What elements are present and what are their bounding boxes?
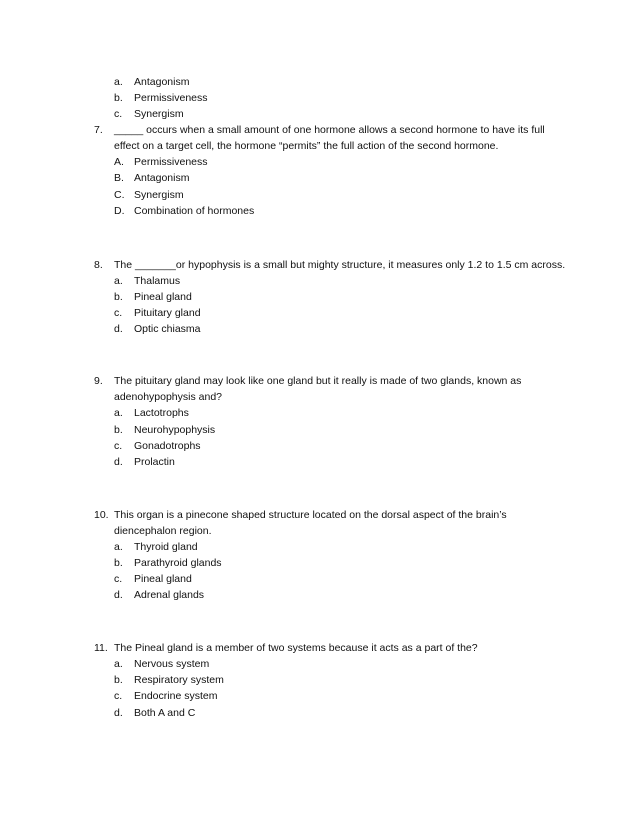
question-number: 9. [94, 375, 103, 387]
question-text-line: _____ occurs when a small amount of one hormone allows a second hormone to have its full [114, 124, 545, 136]
question-text-line: The pituitary gland may look like one gland but it really is made of two glands, known as [114, 375, 522, 387]
question-text-line: diencephalon region. [114, 525, 212, 537]
question-text-line: This organ is a pinecone shaped structure located on the dorsal aspect of the brain’s [114, 509, 507, 521]
question-text-line: adenohypophysis and? [114, 391, 223, 403]
question-text-line: The _______or hypophysis is a small but mighty structure, it measures only 1.2 to 1.5 cm across. [114, 259, 566, 271]
question-text-line: effect on a target cell, the hormone “permits” the full action of the second hormone. [114, 140, 499, 152]
question-number: 8. [94, 259, 103, 271]
question-number: 7. [94, 124, 103, 136]
question-text-line: The Pineal gland is a member of two systems because it acts as a part of the? [114, 642, 478, 654]
document-page: a. Antagonism b. Permissiveness c. Synergism 7. _____ occurs when a small amount of one hormone allows a second hormone to have its full effect on a target cell, the hormone “permits” the full action of the second hormone. A. Permissiveness B. Antagonism C. Synergism D. Combination of hormones 8. The _______or hypophysis is a small but mighty structure, it measures only 1.2 to 1.5 cm across. a. Thalamus b. Pineal gland c. Pituitary gland d. Optic chiasma 9. The pituitary gland may look like one gland but it really is made of two glands, known as adenohypophysis and? a. Lactotrophs b. Neurohypophysis c. Gonadotrophs d. Prolactin 10. This organ is a pinecone shaped structure located on the dorsal aspect of the brain’s diencephalon region. a. Thyroid gland b. Parathyroid glands c. Pineal gland d. Adrenal glands 11. The Pineal gland is a member of two systems because it acts as a part of the? a. Nervous system b. Respiratory system c. Endocrine system d. Both A and C [94, 76, 566, 719]
question-number: 11. [94, 642, 108, 654]
question-number: 10. [94, 509, 109, 521]
